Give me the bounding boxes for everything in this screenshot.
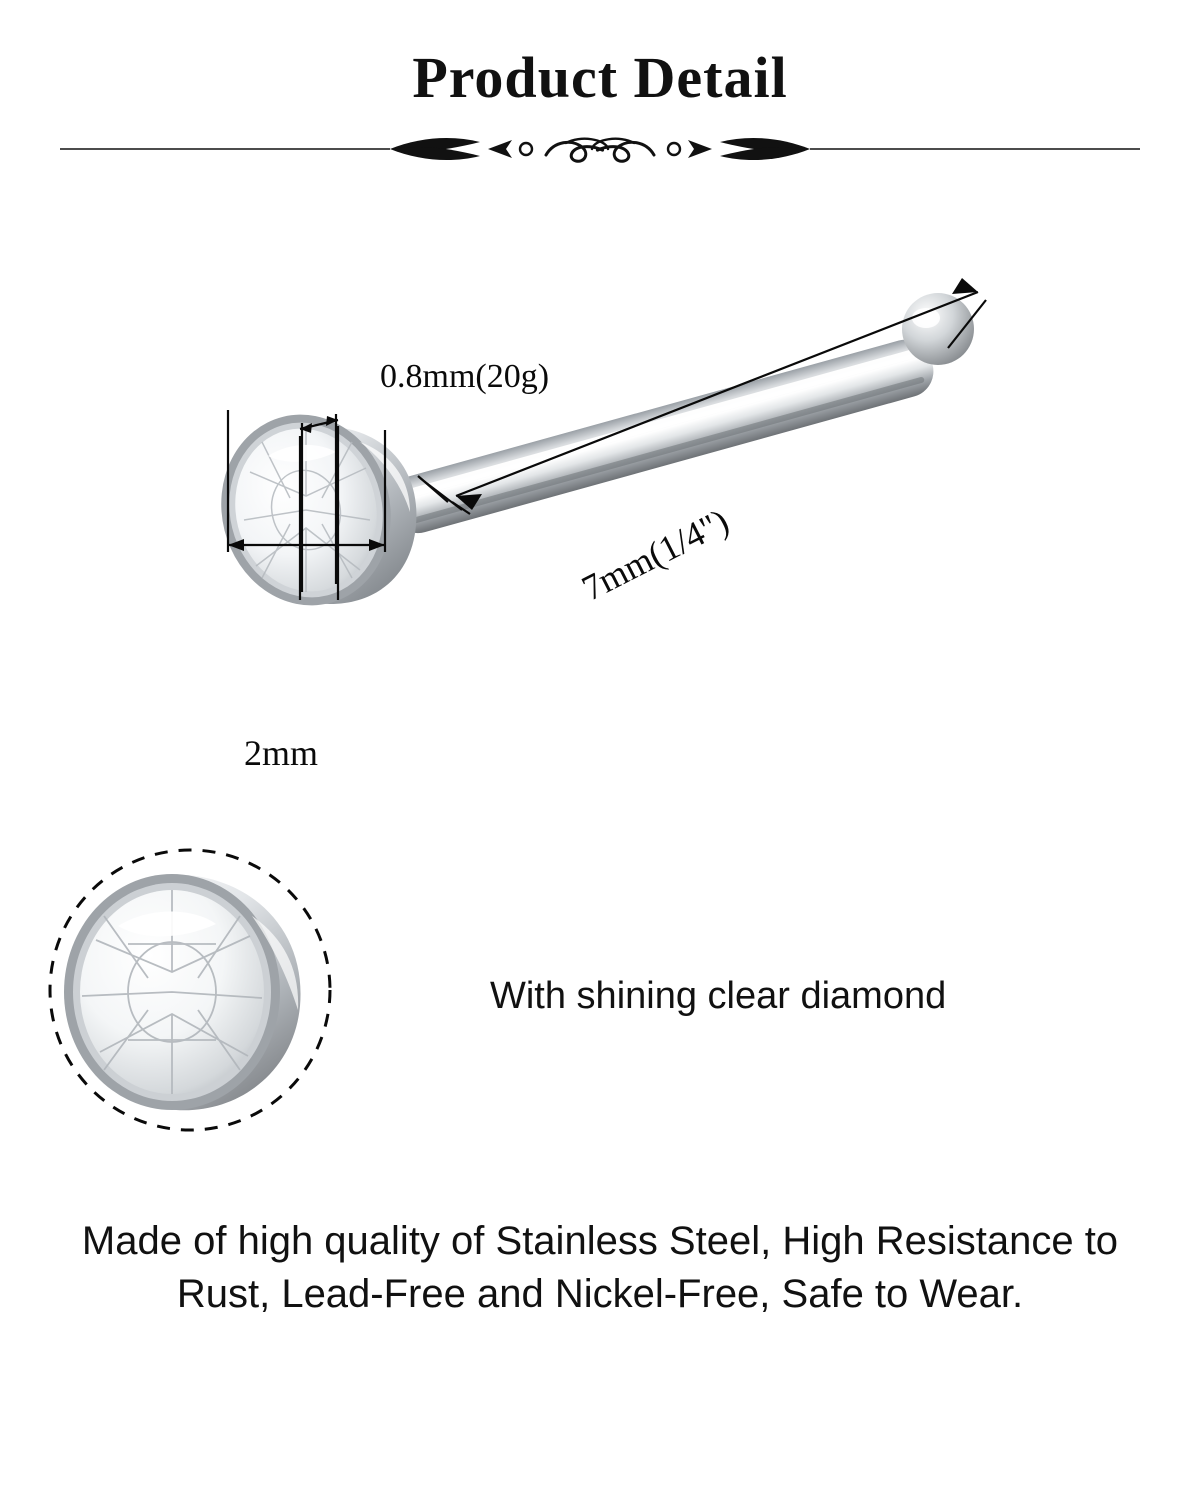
material-description: Made of high quality of Stainless Steel, High Resistance to Rust, Lead-Free and Nickel-Free, Safe to Wear. — [81, 1219, 1119, 1317]
page-title: Product Detail — [412, 45, 788, 110]
flourish-divider-icon — [60, 125, 1140, 173]
closeup-caption: With shining clear diamond — [490, 975, 947, 1017]
ornament-divider — [60, 125, 1140, 173]
product-diagram — [0, 180, 1200, 820]
page-header — [0, 0, 1200, 180]
dimension-label-head-width: 2mm — [244, 733, 319, 773]
dimension-label-length: 7mm(1/4") — [575, 500, 736, 609]
dimension-label-gauge: 0.8mm(20g) — [380, 358, 550, 395]
closeup-section — [0, 820, 1200, 1180]
nose-stud-pin-icon — [0, 180, 1200, 820]
clear-diamond-closeup-icon — [0, 820, 480, 1160]
